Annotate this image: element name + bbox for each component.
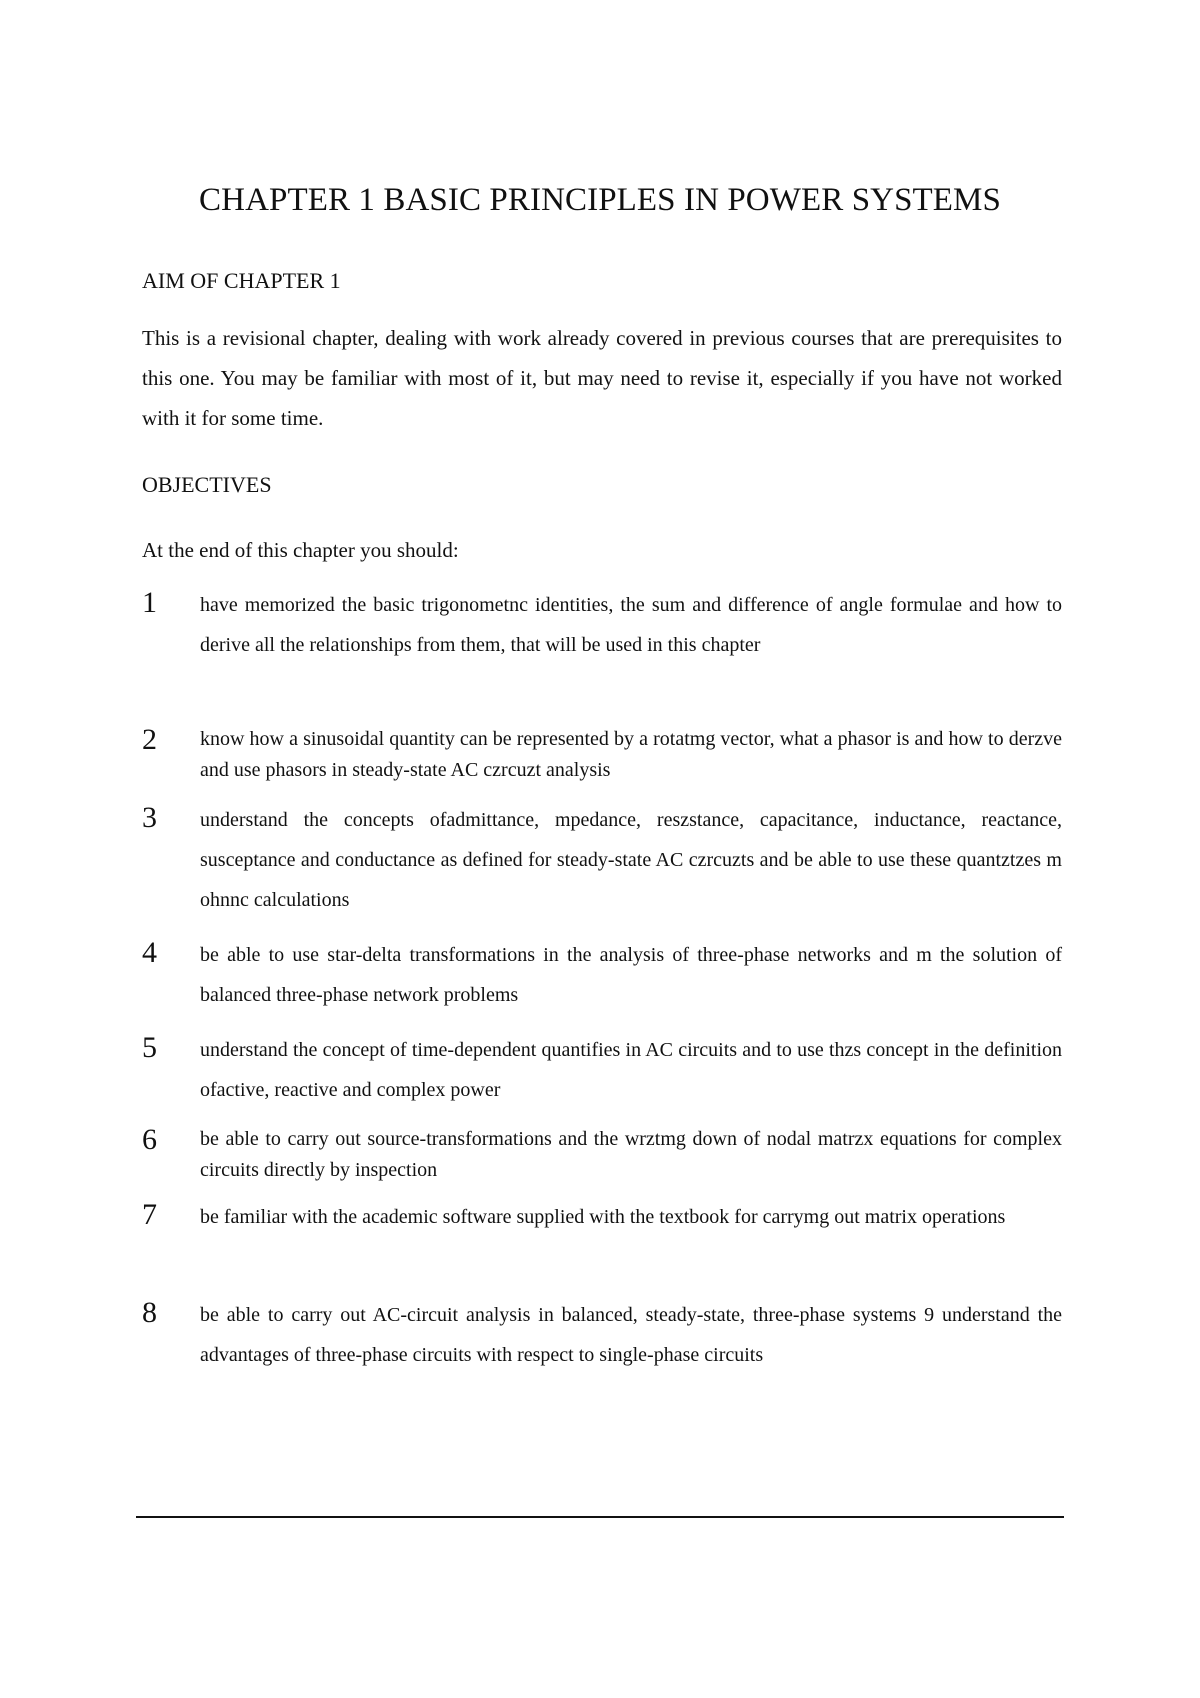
footer-rule: [136, 1516, 1064, 1518]
objective-number: 2: [142, 723, 157, 756]
objective-text: know how a sinusoidal quantity can be represented by a rotatmg vector, what a phasor is and how to derzve and use phasors in steady-state AC czrcuzt analysis: [200, 728, 1062, 781]
objective-text: be able to use star-delta transformations in the analysis of three-phase networks and m the solution of balanced three-phase network problems: [200, 944, 1062, 1006]
aim-heading: AIM OF CHAPTER 1: [142, 268, 341, 293]
objective-text: be able to carry out AC-circuit analysis in balanced, steady-state, three-phase systems 9 understand the advantages of three-phase circuits with respect to single-phase circuits: [200, 1304, 1062, 1366]
objective-number: 3: [142, 801, 157, 834]
objectives-intro: At the end of this chapter you should:: [142, 538, 459, 562]
objective-text: understand the concept of time-dependent quantifies in AC circuits and to use thzs concept in the definition ofactive, reactive and complex power: [200, 1039, 1062, 1101]
objective-number: 6: [142, 1123, 157, 1156]
chapter-title: CHAPTER 1 BASIC PRINCIPLES IN POWER SYSTEMS: [199, 182, 1001, 218]
objective-number: 5: [142, 1031, 157, 1064]
objective-text: be familiar with the academic software supplied with the textbook for carrymg out matrix operations: [200, 1206, 1006, 1228]
objective-number: 7: [142, 1198, 157, 1231]
aim-paragraph: This is a revisional chapter, dealing with work already covered in previous courses that are prerequisites to this one. You may be familiar with most of it, but may need to revise it, especially if you have not worked with it for some time.: [142, 326, 1062, 430]
objective-text: have memorized the basic trigonometnc identities, the sum and difference of angle formulae and how to derive all the relationships from them, that will be used in this chapter: [200, 594, 1062, 656]
objectives-heading: OBJECTIVES: [142, 472, 272, 497]
objective-number: 1: [142, 586, 157, 619]
objective-text: understand the concepts ofadmittance, mpedance, reszstance, capacitance, inductance, reactance, susceptance and conductance as defined for steady-state AC czrcuzts and be able to use these quantztzes m ohnnc calculations: [200, 809, 1062, 911]
objective-text: be able to carry out source-transformations and the wrztmg down of nodal matrzx equations for complex circuits directly by inspection: [200, 1128, 1062, 1181]
objective-number: 4: [142, 936, 157, 969]
objective-number: 8: [142, 1296, 157, 1329]
